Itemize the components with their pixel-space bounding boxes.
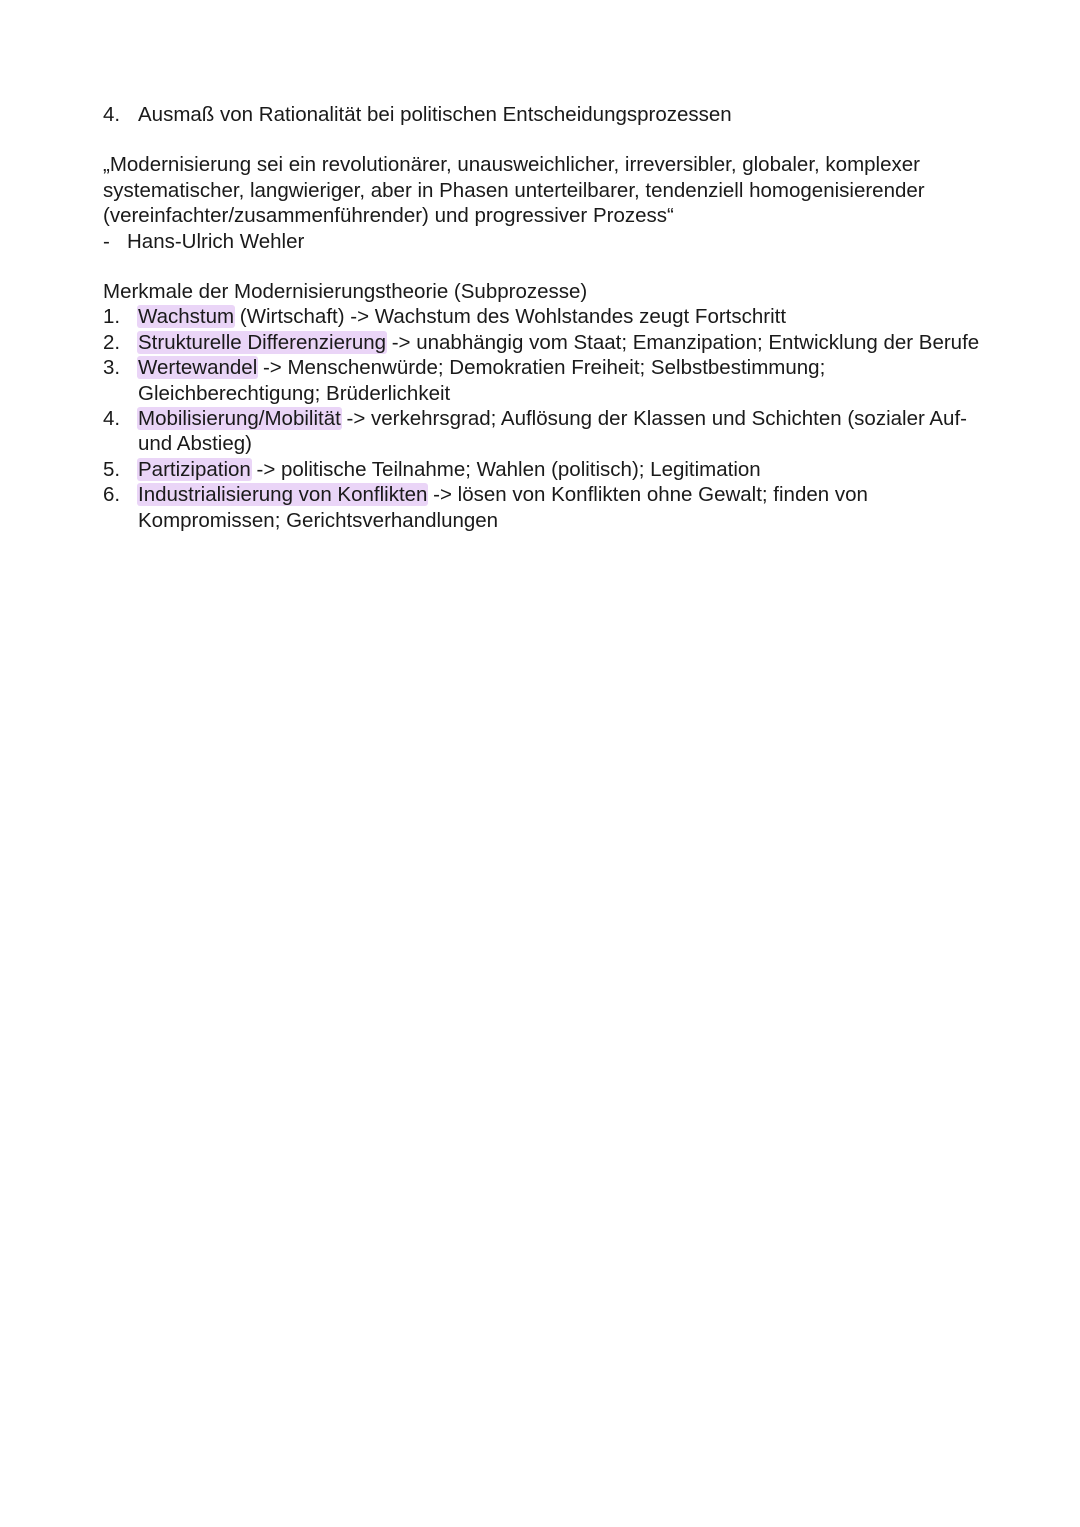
highlighted-term: Strukturelle Differenzierung bbox=[138, 330, 387, 354]
spacer bbox=[103, 254, 1003, 279]
list-item-number: 1. bbox=[103, 305, 121, 329]
list-item bbox=[103, 304, 1003, 329]
document-content bbox=[103, 102, 1003, 533]
wehler-quote bbox=[103, 152, 1003, 228]
list-item bbox=[103, 482, 1003, 533]
list-item-text bbox=[138, 304, 1003, 329]
list-item-description: (Wirtschaft) -> Wachstum des Wohlstandes zeugt Fortschritt bbox=[234, 305, 787, 329]
list-item-number: 4. bbox=[103, 407, 121, 431]
list-item bbox=[103, 406, 1003, 457]
intro-item-text: Ausmaß von Rationalität bei politischen Entscheidungsprozessen bbox=[138, 103, 732, 126]
list-item-description: -> lösen von Konflikten ohne Gewalt; finden von Kompromissen; Gerichtsverhandlungen bbox=[138, 483, 868, 532]
intro-item-number: 4. bbox=[103, 103, 121, 126]
highlighted-term: Mobilisierung/Mobilität bbox=[138, 407, 341, 431]
highlighted-term: Wertewandel bbox=[138, 356, 258, 380]
list-item-text bbox=[138, 457, 1003, 482]
spacer bbox=[103, 127, 1003, 152]
list-item-text bbox=[138, 482, 1003, 533]
list-item bbox=[103, 457, 1003, 482]
list-item bbox=[103, 355, 1003, 406]
section-heading: Merkmale der Modernisierungstheorie (Subprozesse) bbox=[103, 280, 588, 304]
list-item-number: 3. bbox=[103, 356, 121, 380]
highlighted-term: Wachstum bbox=[138, 305, 235, 329]
features-list bbox=[103, 304, 1003, 533]
list-item bbox=[103, 330, 1003, 355]
quote-line-3: (vereinfachter/zusammenführender) und progressiver Prozess“ bbox=[103, 204, 674, 228]
list-item-description: -> politische Teilnahme; Wahlen (politisch); Legitimation bbox=[250, 457, 761, 481]
list-item-number: 2. bbox=[103, 330, 121, 354]
list-item-description: -> Menschenwürde; Demokratien Freiheit; Selbstbestimmung; Gleichberechtigung; Brüderlichkeit bbox=[138, 356, 826, 405]
attribution-dash: - bbox=[103, 229, 110, 253]
highlighted-term: Industrialisierung von Konflikten bbox=[138, 483, 428, 507]
quote-line-2: systematischer, langwieriger, aber in Phasen unterteilbarer, tendenziell homogenisierender bbox=[103, 178, 925, 202]
list-item-number: 6. bbox=[103, 483, 121, 507]
attribution-author: Hans-Ulrich Wehler bbox=[127, 229, 305, 253]
list-item-text bbox=[138, 406, 1003, 457]
list-item-text bbox=[138, 330, 1003, 355]
list-item-description: -> unabhängig vom Staat; Emanzipation; Entwicklung der Berufe bbox=[386, 330, 980, 354]
list-item-number: 5. bbox=[103, 457, 121, 481]
quote-line-1: „Modernisierung sei ein revolutionärer, unausweichlicher, irreversibler, globaler, komplexer bbox=[103, 153, 920, 177]
quote-attribution bbox=[103, 229, 1003, 254]
list-item-description: -> verkehrsgrad; Auflösung der Klassen und Schichten (sozialer Auf- und Abstieg) bbox=[138, 407, 967, 456]
list-item-text bbox=[138, 355, 1003, 406]
intro-list-item bbox=[103, 102, 1003, 127]
highlighted-term: Partizipation bbox=[138, 457, 251, 481]
